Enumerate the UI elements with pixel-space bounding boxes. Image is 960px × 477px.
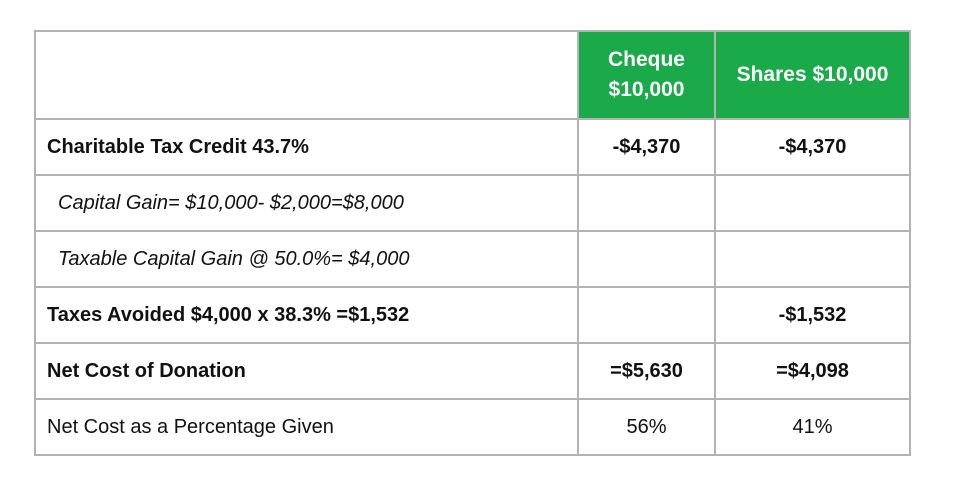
row-shares-value: 41%	[715, 399, 910, 455]
row-cheque-value	[578, 175, 715, 231]
row-label: Taxable Capital Gain @ 50.0%= $4,000	[35, 231, 578, 287]
row-cheque-value	[578, 287, 715, 343]
table-row	[35, 343, 910, 399]
header-cheque-line2: $10,000	[608, 78, 685, 101]
row-shares-value	[715, 231, 910, 287]
header-cheque-text	[608, 45, 685, 105]
donation-comparison-table-wrapper	[34, 30, 911, 456]
row-cheque-value: =$5,630	[578, 343, 715, 399]
row-label: Charitable Tax Credit 43.7%	[35, 119, 578, 175]
header-cheque-line1: Cheque	[607, 48, 685, 71]
header-shares: Shares $10,000	[715, 31, 910, 119]
header-empty-cell	[35, 31, 578, 119]
row-shares-value	[715, 175, 910, 231]
row-cheque-value	[578, 231, 715, 287]
row-shares-value: =$4,098	[715, 343, 910, 399]
table-row	[35, 119, 910, 175]
donation-comparison-table	[34, 30, 911, 456]
table-row	[35, 287, 910, 343]
table-row	[35, 175, 910, 231]
row-shares-value: -$4,370	[715, 119, 910, 175]
header-cheque	[578, 31, 715, 119]
row-cheque-value: 56%	[578, 399, 715, 455]
row-label: Net Cost of Donation	[35, 343, 578, 399]
row-shares-value: -$1,532	[715, 287, 910, 343]
row-label: Capital Gain= $10,000- $2,000=$8,000	[35, 175, 578, 231]
table-row	[35, 231, 910, 287]
row-label: Taxes Avoided $4,000 x 38.3% =$1,532	[35, 287, 578, 343]
row-label: Net Cost as a Percentage Given	[35, 399, 578, 455]
row-cheque-value: -$4,370	[578, 119, 715, 175]
table-header-row	[35, 31, 910, 119]
table-row	[35, 399, 910, 455]
